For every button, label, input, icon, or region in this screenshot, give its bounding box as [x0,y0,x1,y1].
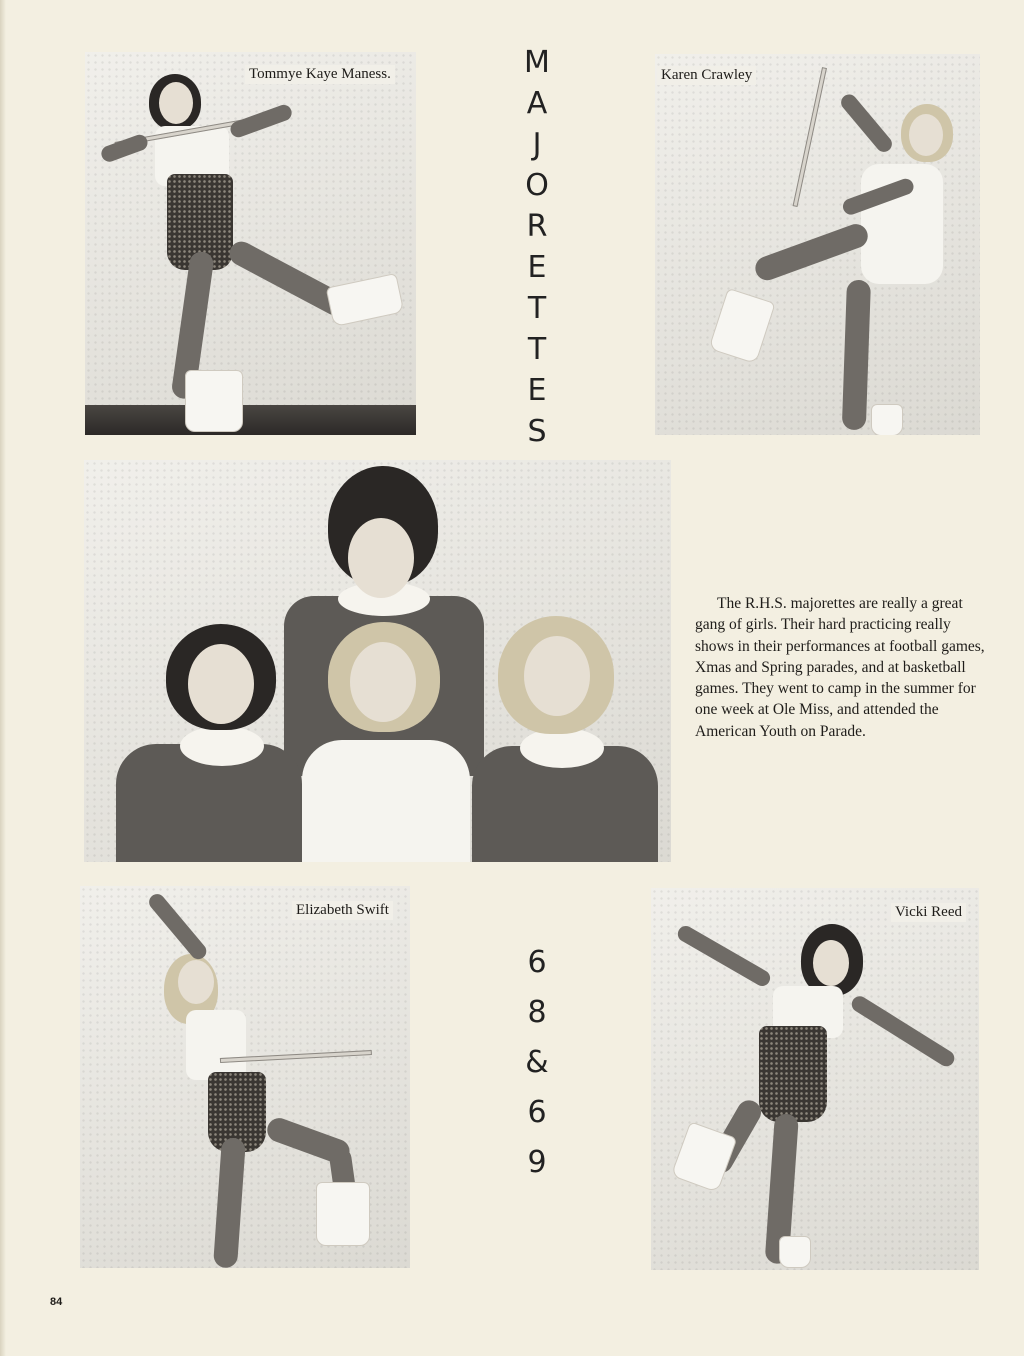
description-paragraph: The R.H.S. majorettes are really a great gang of girls. Their hard practicing really shows in their performances at football games, Xmas and Spring parades, and at basketball games. They went to camp in the summer for one week at Ole Miss, and attended the American Youth on Parade. [695,595,985,740]
photo-majorettes-group [84,460,671,862]
title-letter: S [527,414,547,449]
page-binding-edge [0,0,6,1356]
majorette-figure [80,886,410,1268]
title-letter: T [527,332,547,367]
year-vertical-label [516,938,558,1188]
title-letter: R [526,209,548,244]
title-letter: O [525,168,549,203]
caption-elizabeth-swift: Elizabeth Swift [292,901,393,920]
caption-vicki-reed: Vicki Reed [891,903,966,922]
majorettes-description [695,593,985,742]
year-glyph: 6 [527,1095,547,1130]
photo-vicki-reed [651,888,979,1270]
page-number: 84 [50,1296,63,1308]
photo-karen-crawley [655,54,980,435]
caption-tommye-kaye-maness: Tommye Kaye Maness. [245,65,395,84]
majorettes-vertical-title [516,42,558,452]
majorette-figure [655,54,980,435]
year-glyph: 9 [527,1145,547,1180]
caption-karen-crawley: Karen Crawley [657,66,756,85]
year-glyph: 8 [527,995,547,1030]
title-letter: J [532,127,542,162]
photo-elizabeth-swift [80,886,410,1268]
title-letter: E [527,373,547,408]
title-letter: T [527,291,547,326]
photo-tommye-kaye-maness [85,52,416,435]
majorette-figure [85,52,416,435]
title-letter: E [527,250,547,285]
majorette-front-right [84,460,671,862]
year-glyph: & [525,1045,549,1080]
title-letter: A [526,86,548,121]
title-letter: M [524,45,550,80]
majorette-figure [651,888,979,1270]
year-glyph: 6 [527,945,547,980]
